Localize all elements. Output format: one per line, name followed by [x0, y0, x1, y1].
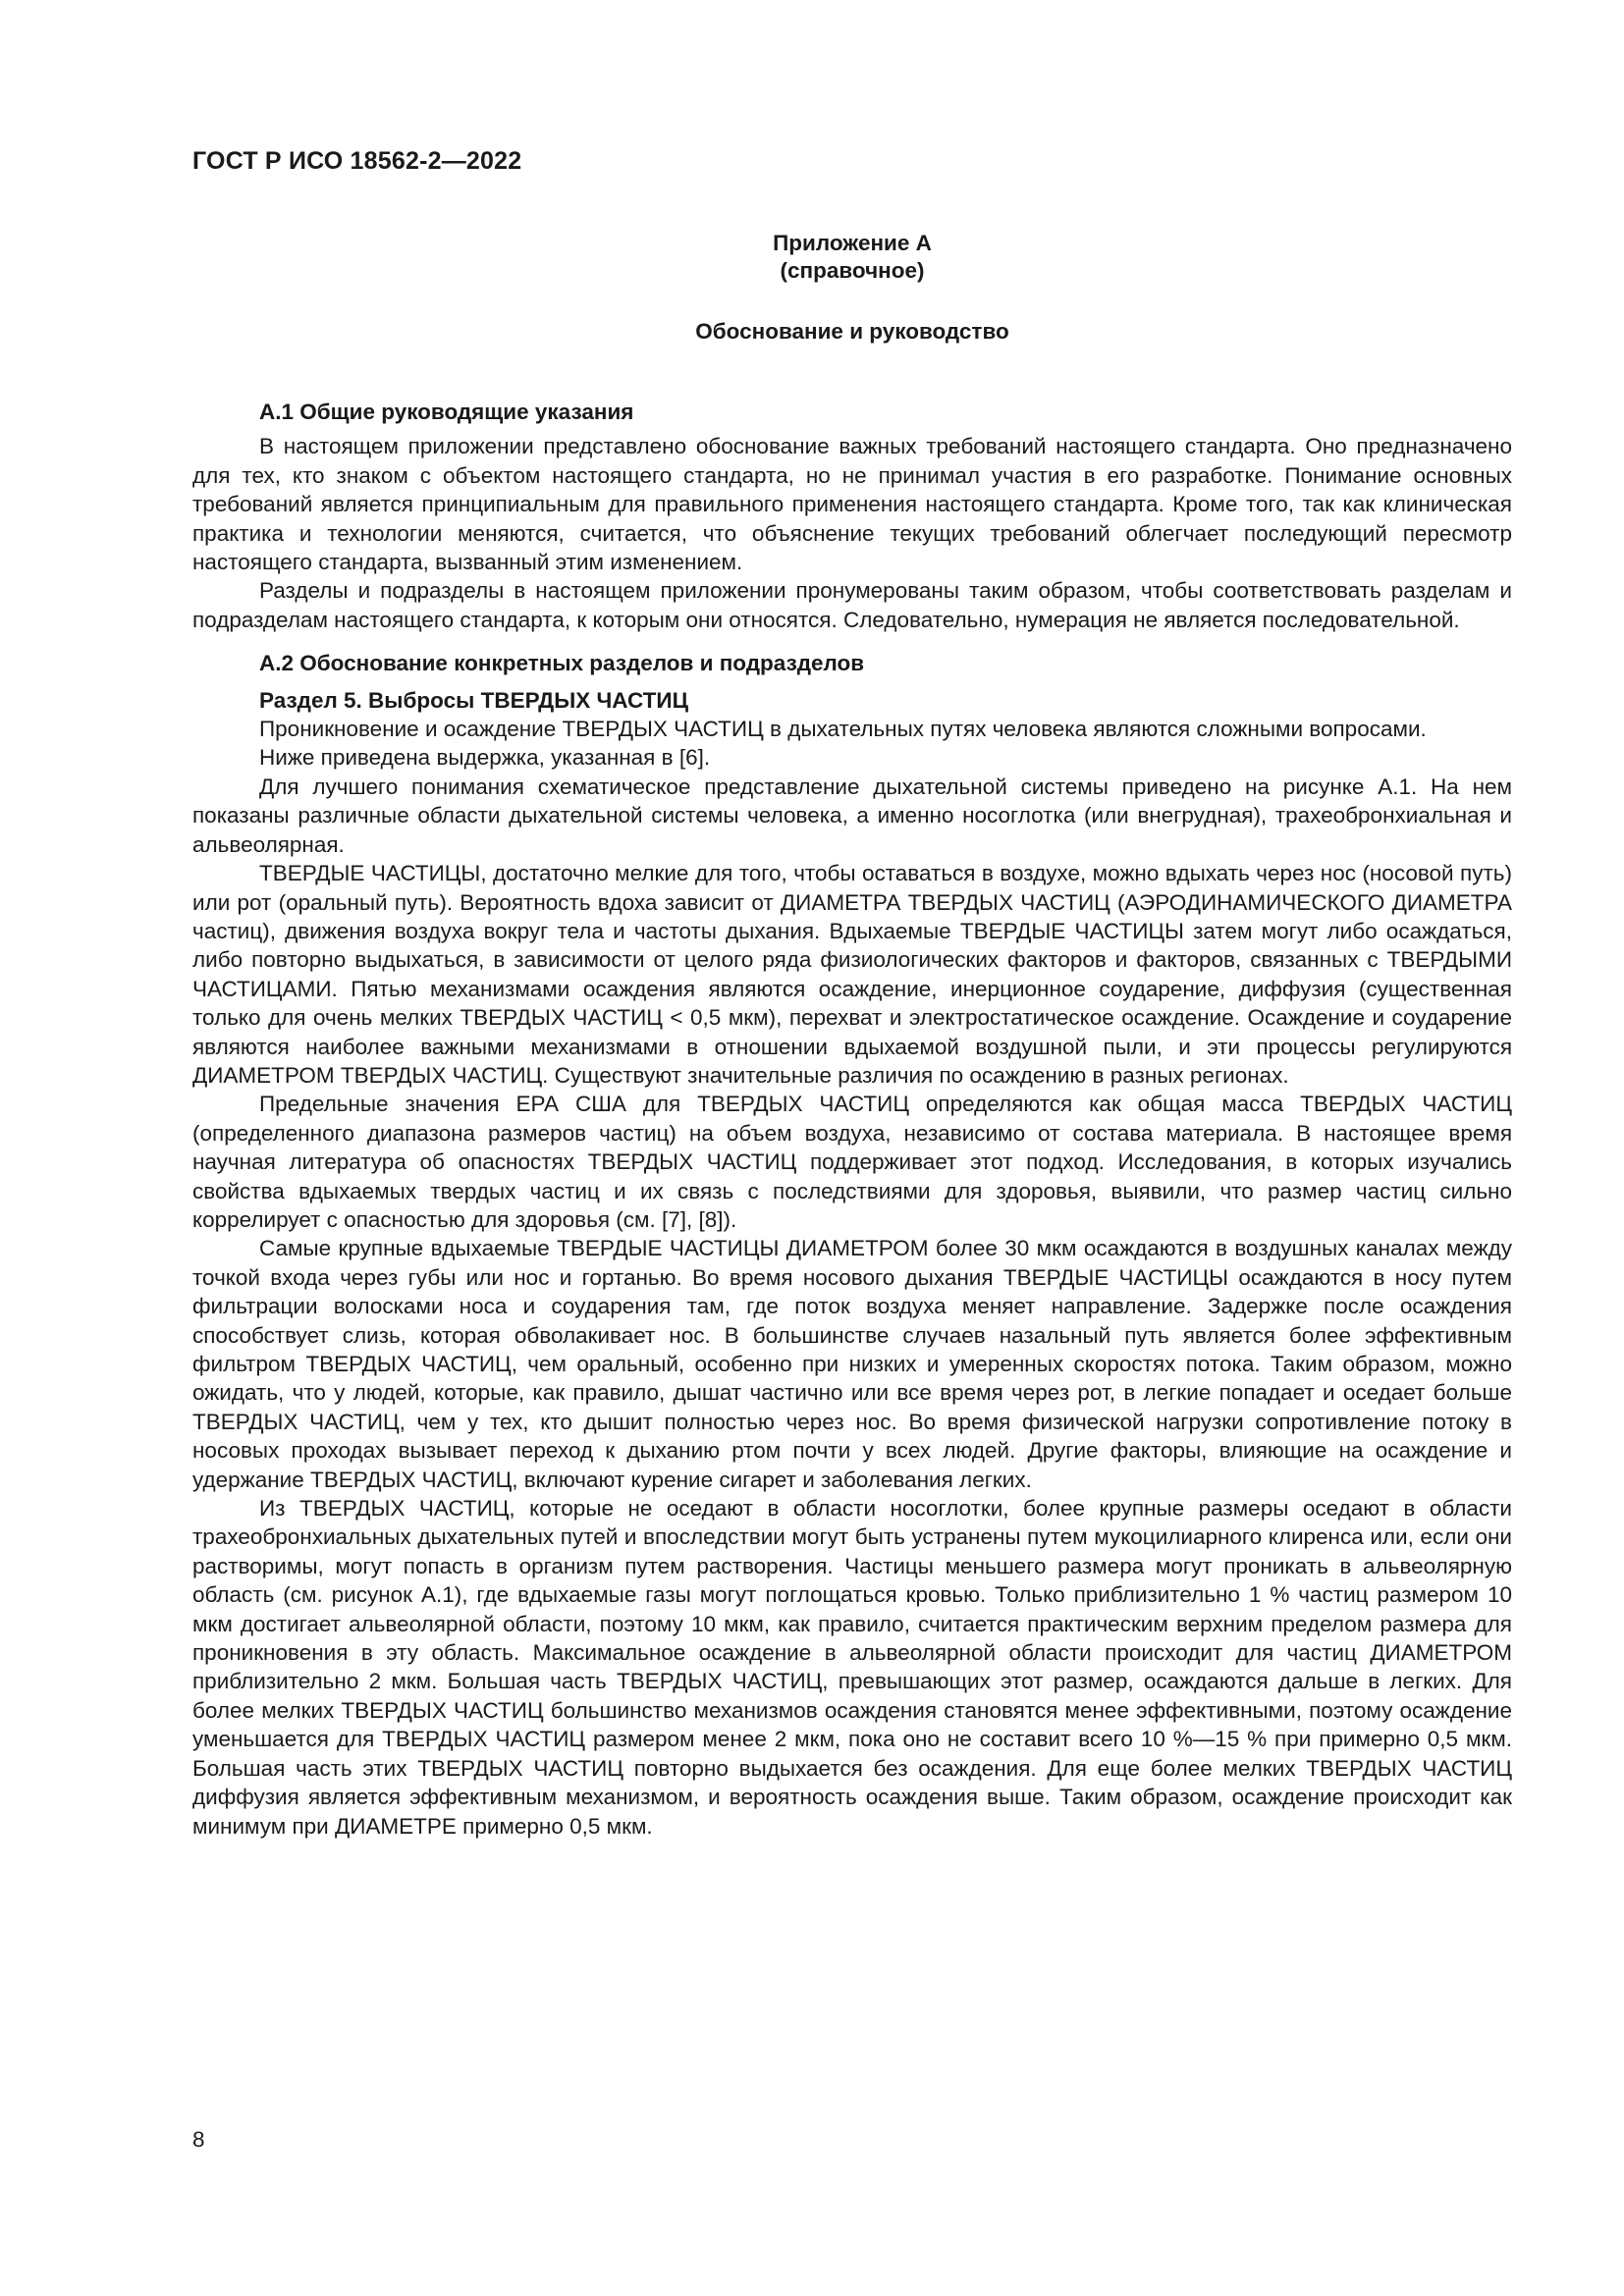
paragraph: Самые крупные вдыхаемые ТВЕРДЫЕ ЧАСТИЦЫ ДИАМЕТРОМ более 30 мкм осаждаются в воздушных каналах между точкой входа через губы или нос и гортанью. Во время носового дыхания ТВЕРДЫЕ ЧАСТИЦЫ осаждаются в носу путем фильтрации волосками носа и соударения там, где поток воздуха меняет направление. Задержке после осаждения способствует слизь, которая обволакивает нос. В большинстве случаев назальный путь является более эффективным фильтром ТВЕРДЫХ ЧАСТИЦ, чем оральный, особенно при низких и умеренных скоростях потока. Таким образом, можно ожидать, что у людей, которые, как правило, дышат частично или все время через рот, в легкие попадает и оседает больше ТВЕРДЫХ ЧАСТИЦ, чем у тех, кто дышит полностью через нос. Во время физической нагрузки сопротивление потоку в носовых проходах вызывает переход к дыханию ртом почти у всех людей. Другие факторы, влияющие на осаждение и удержание ТВЕРДЫХ ЧАСТИЦ, включают курение сигарет и заболевания легких.	[192, 1236, 1512, 1492]
paragraph: Для лучшего понимания схематическое представление дыхательной системы приведено на рисунке А.1. На нем показаны различные области дыхательной системы человека, а именно носоглотка (или внегрудная), трахеобронхиальная и альвеолярная.	[192, 774, 1512, 857]
annex-title: Приложение А	[773, 231, 932, 255]
section-a1-heading: А.1 Общие руководящие указания	[259, 400, 634, 424]
document-body	[192, 398, 1512, 1841]
paragraph: ТВЕРДЫЕ ЧАСТИЦЫ, достаточно мелкие для того, чтобы оставаться в воздухе, можно вдыхать через нос (носовой путь) или рот (оральный путь). Вероятность вдоха зависит от ДИАМЕТРА ТВЕРДЫХ ЧАСТИЦ (АЭРОДИНАМИЧЕСКОГО ДИАМЕТРА частиц), движения воздуха вокруг тела и частоты дыхания. Вдыхаемые ТВЕРДЫЕ ЧАСТИЦЫ затем могут либо осаждаться, либо повторно выдыхаться, в зависимости от целого ряда физиологических факторов и факторов, связанных с ТВЕРДЫМИ ЧАСТИЦАМИ. Пятью механизмами осаждения являются осаждение, инерционное соударение, диффузия (существенная только для очень мелких ТВЕРДЫХ ЧАСТИЦ < 0,5 мкм), перехват и электростатическое осаждение. Осаждение и соударение являются наиболее важными механизмами в отношении вдыхаемой воздушной пыли, и эти процессы регулируются ДИАМЕТРОМ ТВЕРДЫХ ЧАСТИЦ. Существуют значительные различия по осаждению в разных регионах.	[192, 861, 1512, 1088]
annex-heading: Обоснование и руководство	[695, 319, 1009, 344]
subsection-5-heading: Раздел 5. Выбросы ТВЕРДЫХ ЧАСТИЦ	[259, 687, 689, 713]
paragraph: Проникновение и осаждение ТВЕРДЫХ ЧАСТИЦ в дыхательных путях человека являются сложными вопросами.	[259, 717, 1427, 742]
paragraph: В настоящем приложении представлено обоснование важных требований настоящего стандарта. Оно предназначено для тех, кто знаком с объектом настоящего стандарта, но не принимал участия в его разработке. Понимание основных требований является принципиальным для правильного применения настоящего стандарта. Кроме того, так как клиническая практика и технологии меняются, считается, что объяснение текущих требований облегчает последующий пересмотр настоящего стандарта, вызванный этим изменением.	[192, 434, 1512, 575]
document-code-header: ГОСТ Р ИСО 18562-2—2022	[192, 147, 522, 175]
annex-kind: (справочное)	[780, 258, 925, 283]
page-number: 8	[192, 2127, 205, 2152]
paragraph: Разделы и подразделы в настоящем приложении пронумерованы таким образом, чтобы соответствовать разделам и подразделам настоящего стандарта, к которым они относятся. Следовательно, нумерация не является последовательной.	[192, 578, 1512, 632]
paragraph: Предельные значения ЕРА США для ТВЕРДЫХ ЧАСТИЦ определяются как общая масса ТВЕРДЫХ ЧАСТИЦ (определенного диапазона размеров частиц) на объем воздуха, независимо от состава материала. В настоящее время научная литература об опасностях ТВЕРДЫХ ЧАСТИЦ поддерживает этот подход. Исследования, в которых изучались свойства вдыхаемых твердых частиц и их связь с последствиями для здоровья, выявили, что размер частиц сильно коррелирует с опасностью для здоровья (см. [7], [8]).	[192, 1092, 1512, 1232]
section-a2-heading: А.2 Обоснование конкретных разделов и подразделов	[259, 651, 865, 676]
paragraph: Ниже приведена выдержка, указанная в [6].	[259, 745, 711, 771]
paragraph: Из ТВЕРДЫХ ЧАСТИЦ, которые не оседают в области носоглотки, более крупные размеры оседают в области трахеобронхиальных дыхательных путей и впоследствии могут быть устранены путем мукоцилиарного клиренса или, если они растворимы, могут попасть в организм путем растворения. Частицы меньшего размера могут проникать в альвеолярную область (см. рисунок А.1), где вдыхаемые газы могут поглощаться кровью. Только приблизительно 1 % частиц размером 10 мкм достигает альвеолярной области, поэтому 10 мкм, как правило, считается практическим верхним пределом размера для проникновения в эту область. Максимальное осаждение в альвеолярной области происходит для частиц ДИАМЕТРОМ приблизительно 2 мкм. Большая часть ТВЕРДЫХ ЧАСТИЦ, превышающих этот размер, осаждаются дальше в легких. Для более мелких ТВЕРДЫХ ЧАСТИЦ большинство механизмов осаждения становятся менее эффективными, поэтому осаждение уменьшается для ТВЕРДЫХ ЧАСТИЦ размером менее 2 мкм, пока оно не составит всего 10 %—15 % при примерно 0,5 мкм. Большая часть этих ТВЕРДЫХ ЧАСТИЦ повторно выдыхается без осаждения. Для еще более мелких ТВЕРДЫХ ЧАСТИЦ диффузия является эффективным механизмом, и вероятность осаждения выше. Таким образом, осаждение происходит как минимум при ДИАМЕТРЕ примерно 0,5 мкм.	[192, 1496, 1512, 1839]
